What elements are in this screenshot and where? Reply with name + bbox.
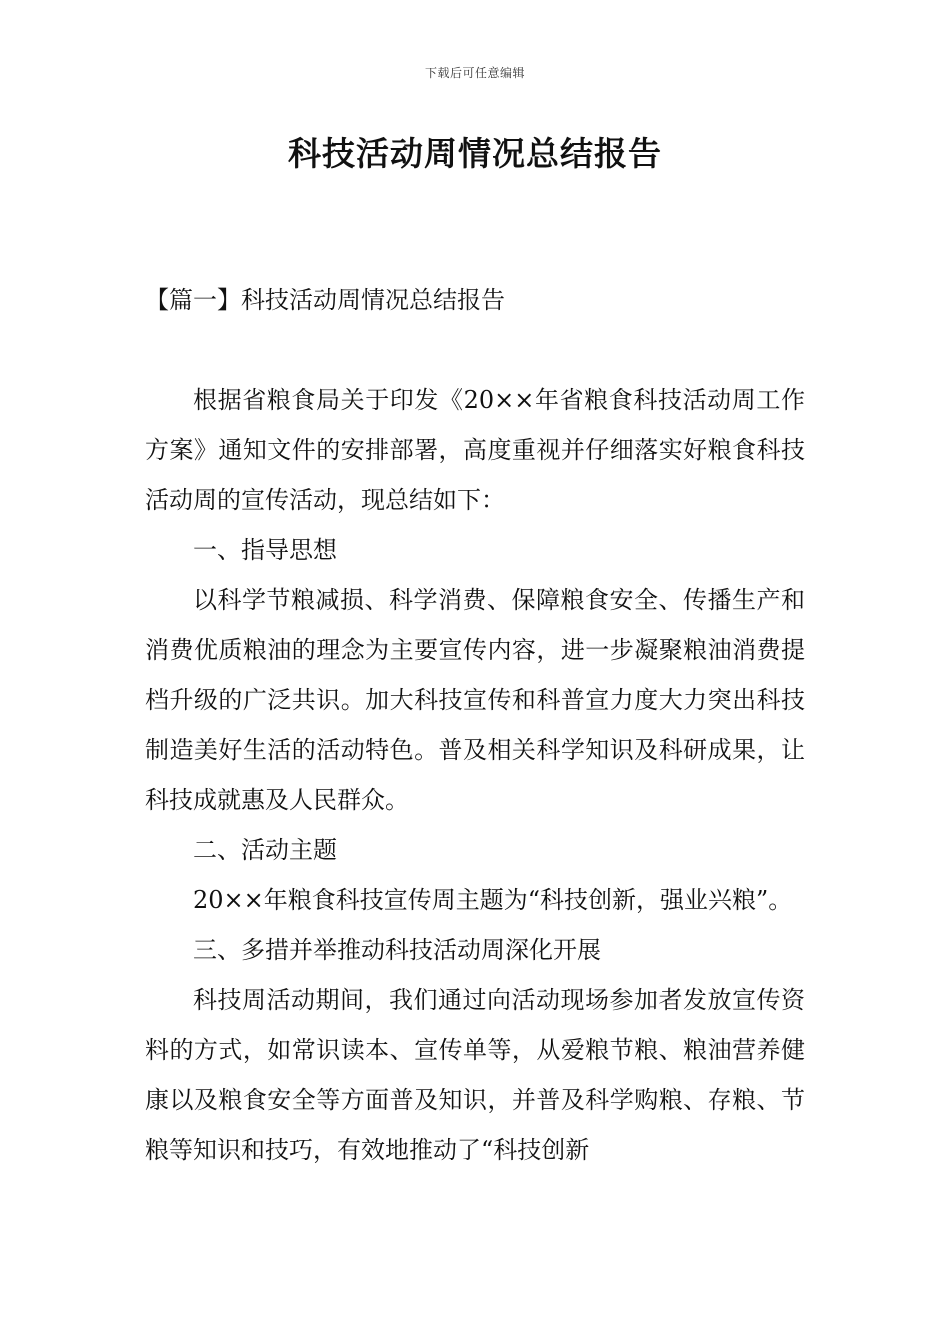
heading-measures: 三、多措并举推动科技活动周深化开展: [193, 936, 601, 964]
paragraph-measures: 科技周活动期间，我们通过向活动现场参加者发放宣传资料的方式，如常识读本、宣传单等，从爱粮节粮、粮油营养健康以及粮食安全等方面普及知识，并普及科学购粮、存粮、节粮等知识和技巧，有效地推动了“科技创新: [145, 986, 805, 1164]
document-body: [145, 375, 805, 1175]
document-title: 科技活动周情况总结报告: [288, 134, 662, 173]
heading-activity-theme: 二、活动主题: [193, 836, 337, 864]
paragraph-guiding-ideology: 以科学节粮减损、科学消费、保障粮食安全、传播生产和消费优质粮油的理念为主要宣传内容，进一步凝聚粮油消费提档升级的广泛共识。加大科技宣传和科普宣力度大力突出科技制造美好生活的活动特色。普及相关科学知识及科研成果，让科技成就惠及人民群众。: [145, 586, 805, 814]
paragraph-intro: 根据省粮食局关于印发《20××年省粮食科技活动周工作方案》通知文件的安排部署，高度重视并仔细落实好粮食科技活动周的宣传活动，现总结如下：: [145, 386, 805, 514]
paragraph-activity-theme: 20××年粮食科技宣传周主题为“科技创新，强业兴粮”。: [193, 886, 793, 914]
heading-guiding-ideology: 一、指导思想: [193, 536, 337, 564]
section-heading: 【篇一】科技活动周情况总结报告: [145, 286, 505, 314]
header-note: 下载后可任意编辑: [424, 66, 525, 80]
